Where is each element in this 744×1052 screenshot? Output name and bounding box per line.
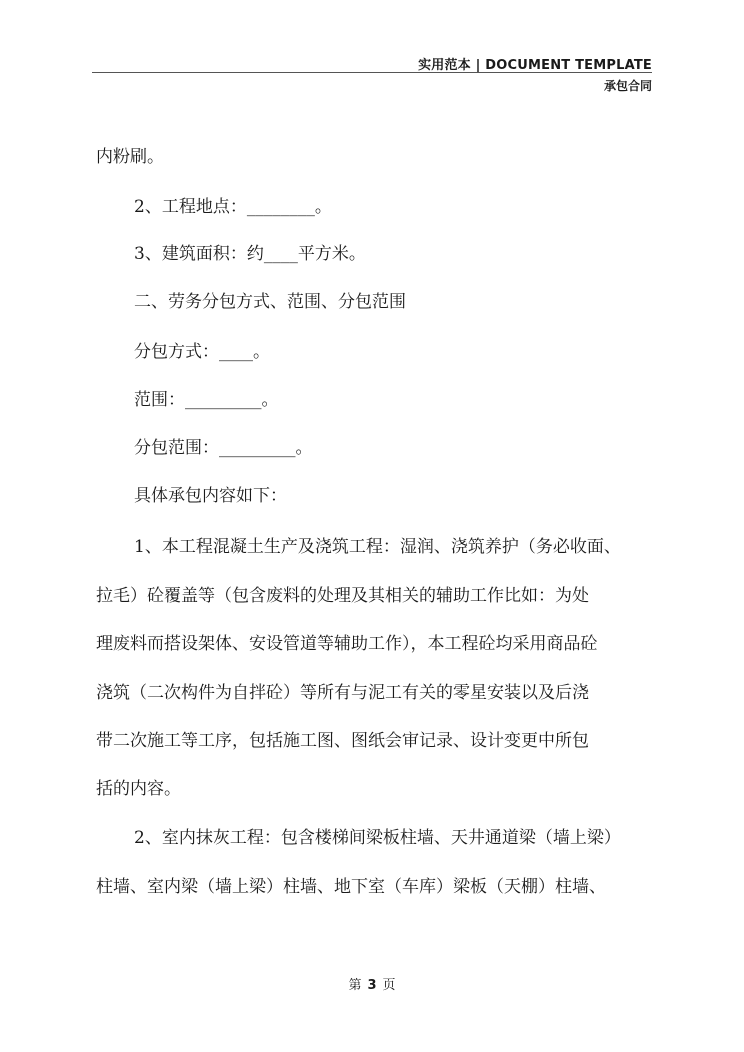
paragraph-line: 分包方式：____。 [134, 342, 270, 362]
paragraph-line: 内粉刷。 [96, 147, 164, 167]
paragraph-line: 范围：_________。 [134, 390, 279, 410]
paragraph-line: 2、室内抹灰工程：包含楼梯间梁板柱墙、天井通道梁（墙上梁） [134, 828, 621, 848]
header-divider [92, 72, 652, 73]
page-header [0, 0, 744, 100]
footer-prefix: 第 [348, 978, 362, 993]
paragraph-line: 2、工程地点：________。 [134, 197, 332, 217]
paragraph-line: 浇筑（二次构件为自拌砼）等所有与泥工有关的零星安装以及后浇 [96, 683, 589, 703]
footer-suffix: 页 [382, 978, 396, 993]
paragraph-line: 带二次施工等工序，包括施工图、图纸会审记录、设计变更中所包 [96, 731, 589, 751]
paragraph-line: 1、本工程混凝土生产及浇筑工程：湿润、浇筑养护（务必收面、 [134, 537, 621, 557]
paragraph-line: 括的内容。 [96, 779, 181, 799]
paragraph-line: 具体承包内容如下： [134, 486, 287, 506]
section-heading: 二、劳务分包方式、范围、分包范围 [134, 292, 406, 312]
header-title: 实用范本 | DOCUMENT TEMPLATE [418, 58, 652, 73]
paragraph-line: 拉毛）砼覆盖等（包含废料的处理及其相关的辅助工作比如：为处 [96, 586, 589, 606]
paragraph-line: 3、建筑面积：约____平方米。 [134, 244, 366, 264]
page-footer [0, 974, 744, 993]
paragraph-line: 分包范围：_________。 [134, 438, 313, 458]
header-subtitle: 承包合同 [603, 79, 652, 93]
paragraph-line: 理废料而搭设架体、安设管道等辅助工作），本工程砼均采用商品砼 [96, 634, 598, 654]
paragraph-line: 柱墙、室内梁（墙上梁）柱墙、地下室（车库）梁板（天棚）柱墙、 [96, 877, 606, 897]
page-number: 3 [367, 978, 377, 993]
